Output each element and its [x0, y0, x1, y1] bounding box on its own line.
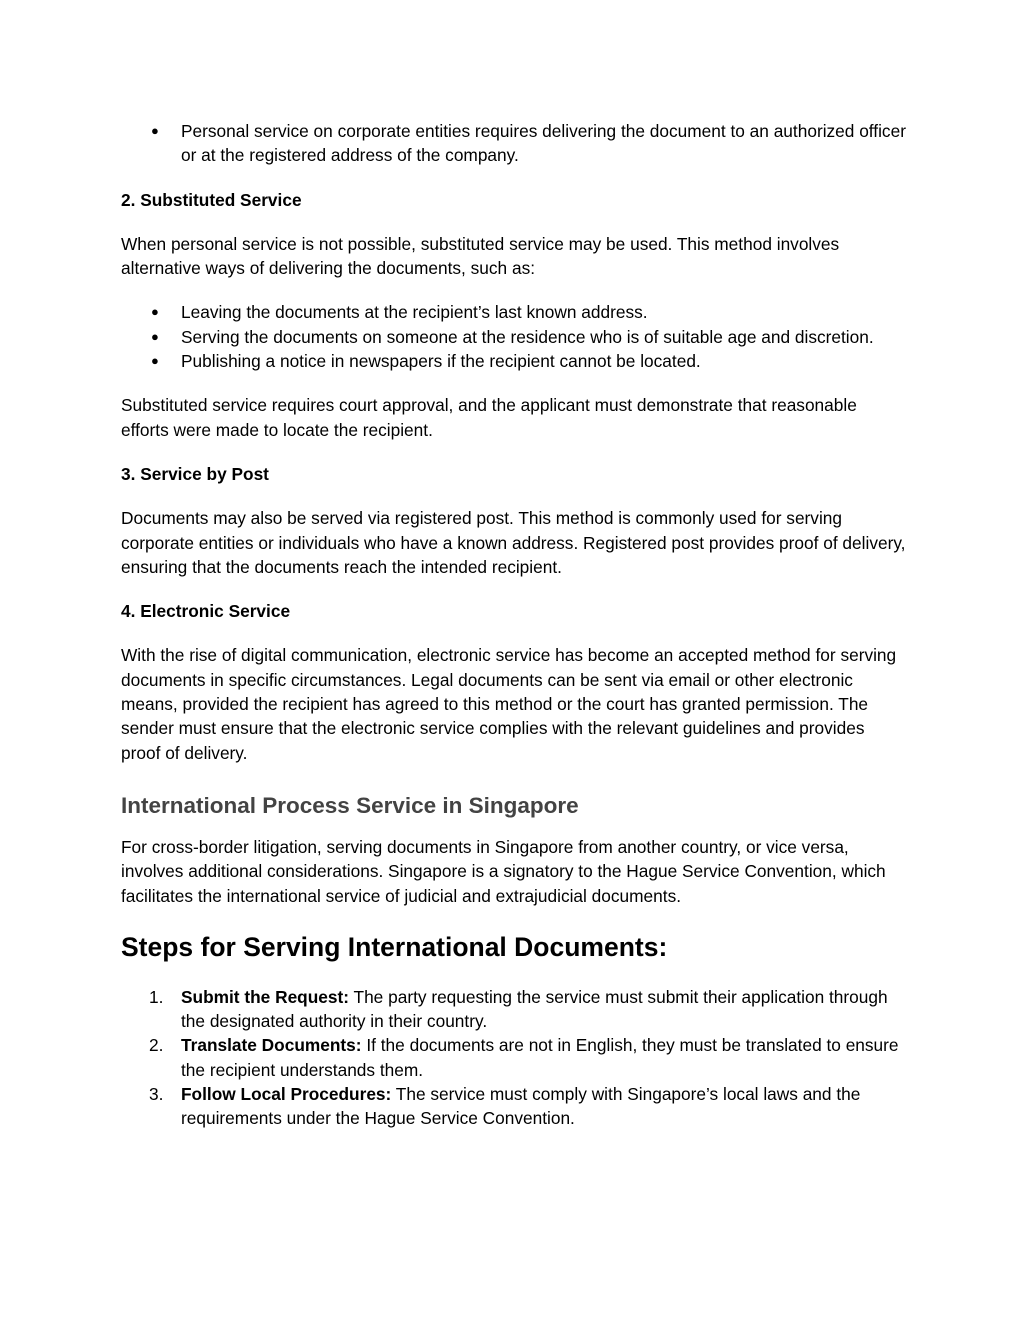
substituted-bullet-list	[121, 300, 906, 373]
list-item	[121, 349, 906, 373]
paragraph-international: For cross-border litigation, serving documents in Singapore from another country, or vice versa, involves additional considerations. Singapore is a signatory to the Hague Service Convention, which facilitates the international service of judicial and extrajudicial documents.	[121, 836, 886, 906]
bullet-icon: ●	[151, 123, 159, 138]
list-item	[121, 985, 906, 1034]
section-heading-electronic-service: 4. Electronic Service	[121, 601, 291, 622]
bullet-icon: ●	[151, 304, 159, 320]
document-page	[121, 119, 906, 1131]
bullet-icon: ●	[151, 328, 159, 344]
paragraph-substituted-closing: Substituted service requires court approval, and the applicant must demonstrate that reasonable efforts were made to locate the recipient.	[121, 395, 857, 440]
step-body-text: If the documents are not in English, they must be translated to ensure the recipient understands them.	[181, 1035, 899, 1080]
step-body-text: The service must comply with Singapore’s local laws and the requirements under the Hague Service Convention.	[181, 1084, 861, 1129]
list-item-text: Serving the documents on someone at the residence who is of suitable age and discretion.	[181, 326, 874, 347]
paragraph-substituted-intro: When personal service is not possible, substituted service may be used. This method involves alternative ways of delivering the documents, such as:	[121, 233, 840, 279]
list-item-text: Personal service on corporate entities requires delivering the document to an authorized officer or at the registered address of the company.	[181, 121, 906, 166]
paragraph-electronic-service: With the rise of digital communication, electronic service has become an accepted method for serving documents in specific circumstances. Legal documents can be sent via email or other electronic means, provided the recipient has agreed to this method or the court has granted permission. The sender must ensure that the electronic service complies with the relevant guidelines and provides proof of delivery.	[121, 645, 897, 763]
bullet-icon: ●	[151, 353, 159, 369]
step-number: 2.	[149, 1035, 164, 1056]
page-heading-steps: Steps for Serving International Documents:	[121, 931, 668, 962]
step-body-text: The party requesting the service must submit their application through the designated authority in their country.	[181, 986, 888, 1032]
intro-bullet-list	[121, 119, 906, 168]
section-heading-substituted-service: 2. Substituted Service	[121, 189, 302, 210]
list-item-text: Publishing a notice in newspapers if the recipient cannot be located.	[181, 351, 701, 372]
list-item	[121, 325, 906, 349]
list-item	[121, 119, 906, 168]
section-heading-service-by-post: 3. Service by Post	[121, 463, 269, 484]
step-lead-text: Translate Documents:	[181, 1035, 362, 1056]
step-number: 3.	[149, 1084, 164, 1105]
step-lead-text: Follow Local Procedures:	[181, 1084, 392, 1105]
list-item	[121, 1033, 906, 1082]
list-item-text: Leaving the documents at the recipient’s last known address.	[181, 302, 648, 323]
list-item	[121, 300, 906, 324]
section-heading-international: International Process Service in Singapore	[121, 792, 579, 818]
step-lead-text: Submit the Request:	[181, 986, 350, 1007]
list-item	[121, 1082, 906, 1131]
step-number: 1.	[149, 986, 164, 1007]
steps-numbered-list	[121, 985, 906, 1131]
paragraph-service-by-post: Documents may also be served via registered post. This method is commonly used for serving corporate entities or individuals who have a known address. Registered post provides proof of delivery, ensuring that the documents reach the intended recipient.	[121, 508, 906, 577]
